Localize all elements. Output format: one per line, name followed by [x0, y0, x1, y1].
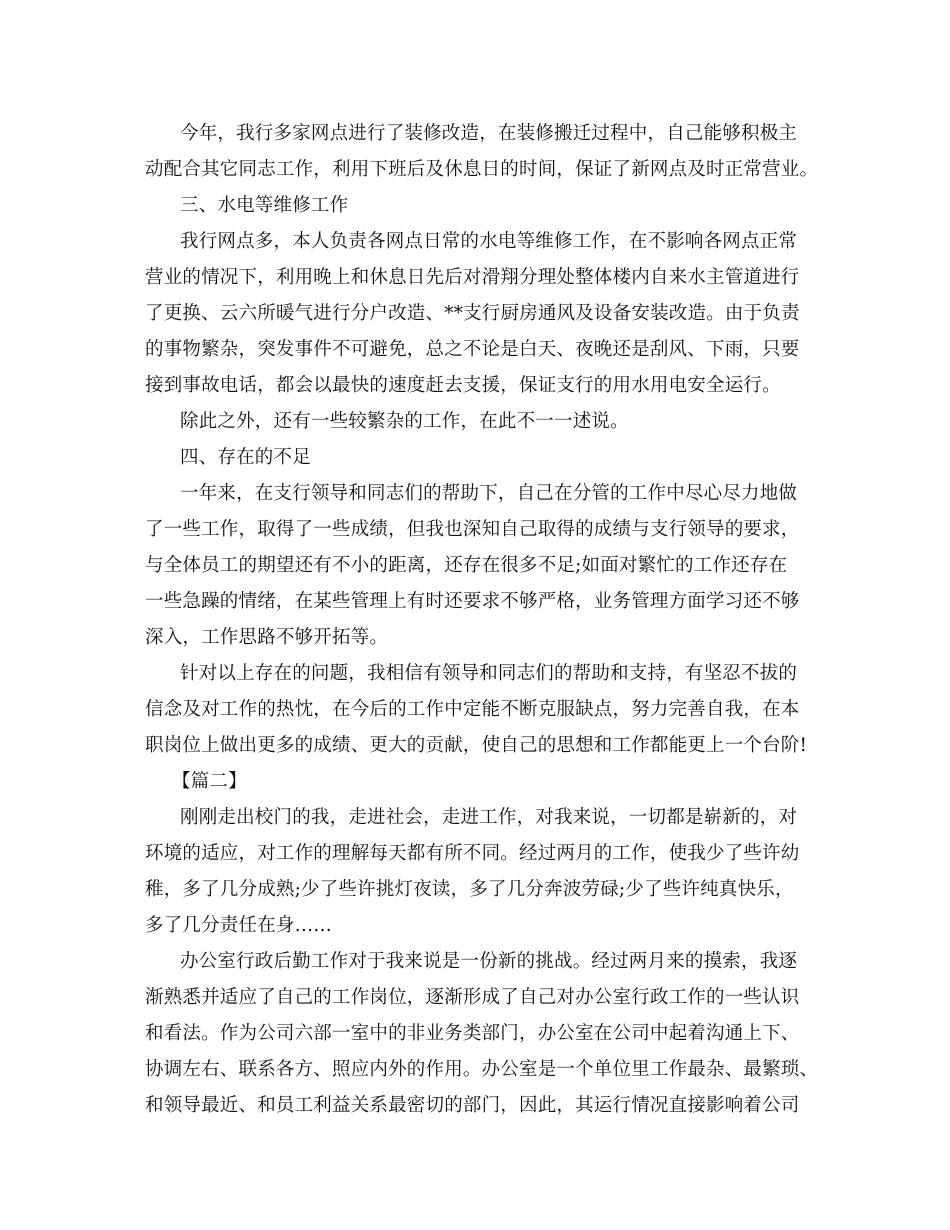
- text-line: 办公室行政后勤工作对于我来说是一份新的挑战。经过两月来的摸索，我逐: [180, 951, 798, 972]
- text-line: 多了几分责任在身……: [145, 915, 333, 936]
- text-line: 的事物繁杂，突发事件不可避免，总之不论是白天、夜晚还是刮风、下雨，只要: [145, 339, 800, 360]
- section-heading: 四、存在的不足: [180, 447, 311, 468]
- text-line: 一些急躁的情绪，在某些管理上有时还要求不够严格，业务管理方面学习还不够: [145, 591, 800, 612]
- text-line: 动配合其它同志工作，利用下班后及休息日的时间，保证了新网点及时正常营业。: [145, 159, 819, 180]
- text-line: 刚刚走出校门的我，走进社会，走进工作，对我来说，一切都是崭新的，对: [180, 807, 798, 828]
- text-line: 除此之外，还有一些较繁杂的工作，在此不一一述说。: [180, 411, 629, 432]
- text-line: 环境的适应，对工作的理解每天都有所不同。经过两月的工作，使我少了些许幼: [145, 843, 800, 864]
- text-line: 渐熟悉并适应了自己的工作岗位，逐渐形成了自己对办公室行政工作的一些认识: [145, 987, 800, 1008]
- text-line: 稚，多了几分成熟;少了些许挑灯夜读，多了几分奔波劳碌;少了些许纯真快乐，: [145, 879, 794, 900]
- text-line: 信念及对工作的热忱，在今后的工作中定能不断克服缺点，努力完善自我，在本: [145, 699, 800, 720]
- text-line: 我行网点多，本人负责各网点日常的水电等维修工作，在不影响各网点正常: [180, 231, 798, 252]
- text-line: 协调左右、联系各方、照应内外的作用。办公室是一个单位里工作最杂、最繁琐、: [145, 1059, 819, 1080]
- text-line: 和看法。作为公司六部一室中的非业务类部门，办公室在公司中起着沟通上下、: [145, 1023, 800, 1044]
- section-heading: 【篇二】: [172, 771, 247, 792]
- text-line: 一年来，在支行领导和同志们的帮助下，自己在分管的工作中尽心尽力地做: [180, 483, 798, 504]
- text-line: 了一些工作，取得了一些成绩，但我也深知自己取得的成绩与支行领导的要求，: [145, 519, 800, 540]
- text-line: 与全体员工的期望还有不小的距离，还存在很多不足;如面对繁忙的工作还存在: [145, 555, 788, 576]
- text-line: 接到事故电话，都会以最快的速度赶去支援，保证支行的用水用电安全运行。: [145, 375, 781, 396]
- text-line: 针对以上存在的问题，我相信有领导和同志们的帮助和支持，有坚忍不拔的: [180, 663, 798, 684]
- text-line: 和领导最近、和员工利益关系最密切的部门，因此，其运行情况直接影响着公司: [145, 1095, 800, 1116]
- text-line: 深入，工作思路不够开拓等。: [145, 627, 389, 648]
- text-line: 营业的情况下，利用晚上和休息日先后对滑翔分理处整体楼内自来水主管道进行: [145, 267, 800, 288]
- text-line: 职岗位上做出更多的成绩、更大的贡献，使自己的思想和工作都能更上一个台阶!: [145, 735, 808, 756]
- text-line: 了更换、云六所暖气进行分户改造、**支行厨房通风及设备安装改造。由于负责: [145, 303, 800, 324]
- text-line: 今年，我行多家网点进行了装修改造，在装修搬迁过程中，自己能够积极主: [180, 123, 798, 144]
- section-heading: 三、水电等维修工作: [180, 195, 349, 216]
